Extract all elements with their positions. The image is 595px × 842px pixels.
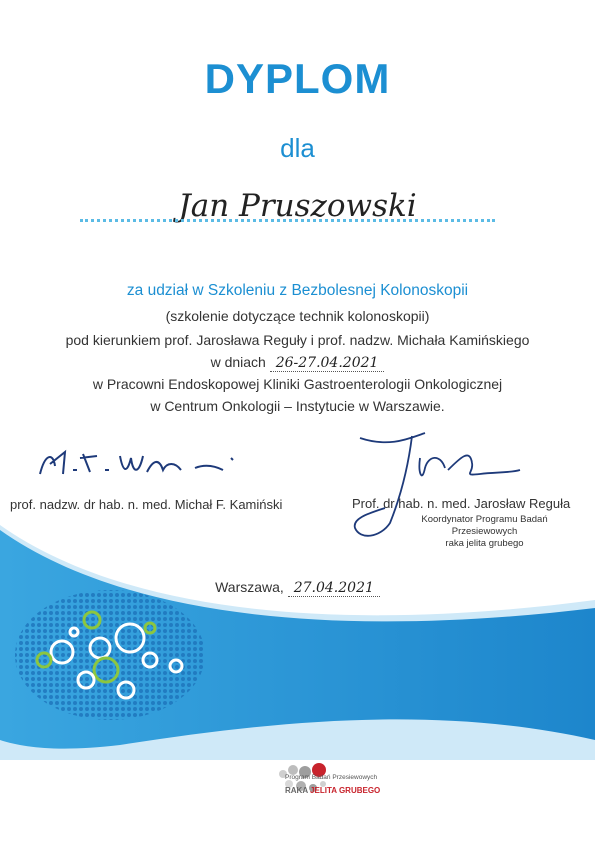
logo-word-jelita: JELITA GRUBEGO <box>310 786 381 795</box>
supervision-line: pod kierunkiem prof. Jarosława Reguły i prof. nadzw. Michała Kamińskiego <box>65 332 530 348</box>
name-underline <box>80 219 495 222</box>
role-line-1: Koordynator Programu Badań Przesiewowych <box>421 514 548 537</box>
signatory-left-title: prof. nadzw. dr hab. n. med. Michał F. Kamiński <box>10 497 283 512</box>
role-line-2: raka jelita grubego <box>445 538 524 549</box>
place-line-1: w Pracowni Endoskopowej Kliniki Gastroenterologii Onkologicznej <box>92 376 503 392</box>
logo-word-raka: RAKA <box>285 786 308 795</box>
program-logo-mark <box>225 760 385 802</box>
issue-place: Warszawa, <box>215 579 284 595</box>
signature-left <box>35 444 245 484</box>
logo-program-text: Program Badań Przesiewowych <box>285 774 378 781</box>
course-title: za udział w Szkoleniu z Bezbolesnej Kolonoskopii <box>126 282 469 299</box>
signatory-right-title: Prof. dr hab. n. med. Jarosław Reguła <box>352 496 571 511</box>
dates-line <box>0 354 595 371</box>
recipient-name: Jan Pruszowski <box>178 188 417 224</box>
course-subtitle: (szkolenie dotyczące technik kolonoskopii) <box>165 308 430 324</box>
decorative-wave <box>0 520 595 760</box>
issue-date: 27.04.2021 <box>288 580 380 597</box>
place-line-2: w Centrum Onkologii – Instytucie w Warszawie. <box>150 398 445 414</box>
diploma-title: DYPLOM <box>204 55 391 102</box>
dates-value: 26-27.04.2021 <box>270 355 385 372</box>
dates-label: w dniach <box>210 354 266 370</box>
for-label: dla <box>280 133 315 163</box>
logo-program-name <box>285 786 380 795</box>
issue-date-line <box>0 579 595 596</box>
